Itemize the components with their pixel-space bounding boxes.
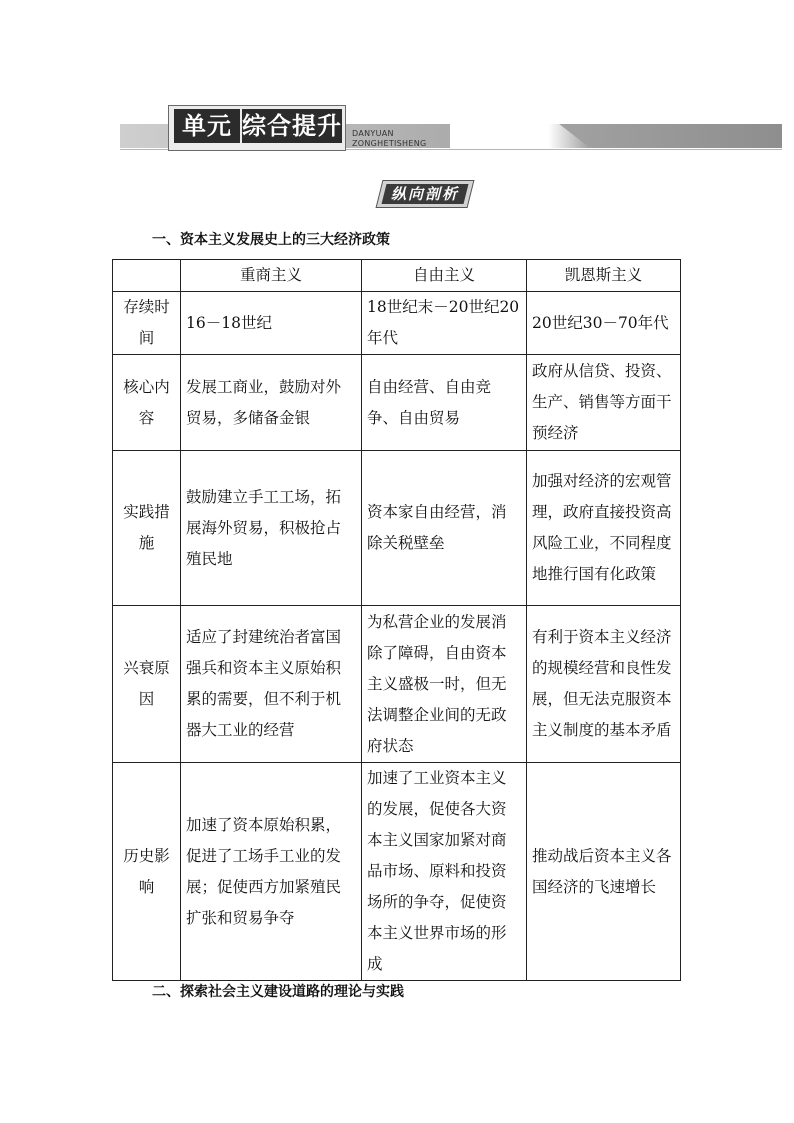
table-cell: 加速了工业资本主义的发展，促使各大资本主义国家加紧对商品市场、原料和投资场所的争夺，促使资本主义世界市场的形成	[362, 763, 527, 981]
row-label: 历史影响	[113, 763, 181, 981]
banner-pinyin	[352, 129, 427, 149]
table-row	[113, 763, 681, 981]
table-cell: 政府从信贷、投资、生产、销售等方面干预经济	[527, 355, 681, 451]
policy-table	[112, 259, 681, 981]
table-cell: 为私营企业的发展消除了障碍，自由资本主义盛极一时，但无法调整企业间的无政府状态	[362, 606, 527, 763]
table-row	[113, 606, 681, 763]
table-cell: 加强对经济的宏观管理，政府直接投资高风险工业，不同程度地推行国有化政策	[527, 451, 681, 606]
row-label: 核心内容	[113, 355, 181, 451]
table-row	[113, 292, 681, 355]
row-label: 兴衰原因	[113, 606, 181, 763]
table-cell: 16－18世纪	[181, 292, 362, 355]
header-cell: 重商主义	[181, 260, 362, 292]
header-cell-empty	[113, 260, 181, 292]
table-cell: 20世纪30－70年代	[527, 292, 681, 355]
table-cell: 鼓励建立手工工场，拓展海外贸易，积极抢占殖民地	[181, 451, 362, 606]
table-row	[113, 451, 681, 606]
table-cell: 有利于资本主义经济的规模经营和良性发展，但无法克服资本主义制度的基本矛盾	[527, 606, 681, 763]
table-row	[113, 355, 681, 451]
unit-banner	[120, 105, 782, 155]
banner-title-part2: 综合提升	[242, 109, 342, 143]
pinyin-line2: ZONGHETISHENG	[352, 139, 427, 148]
header-cell: 自由主义	[362, 260, 527, 292]
table-cell: 加速了资本原始积累，促进了工场手工业的发展；促使西方加紧殖民扩张和贸易争夺	[181, 763, 362, 981]
row-label: 存续时间	[113, 292, 181, 355]
table-cell: 推动战后资本主义各国经济的飞速增长	[527, 763, 681, 981]
section2-heading: 二、探索社会主义建设道路的理论与实践	[152, 984, 404, 1000]
table-cell: 适应了封建统治者富国强兵和资本主义原始积累的需要，但不利于机器大工业的经营	[181, 606, 362, 763]
subtitle-text: 纵向剖析	[390, 185, 459, 203]
banner-title-part1: 单元	[174, 109, 240, 143]
table-cell: 自由经营、自由竞争、自由贸易	[362, 355, 527, 451]
table-cell: 发展工商业，鼓励对外贸易，多储备金银	[181, 355, 362, 451]
section1-heading: 一、资本主义发展史上的三大经济政策	[152, 232, 390, 248]
pinyin-line1: DANYUAN	[352, 129, 394, 138]
row-label: 实践措施	[113, 451, 181, 606]
header-cell: 凯恩斯主义	[527, 260, 681, 292]
table-cell: 资本家自由经营，消除关税壁垒	[362, 451, 527, 606]
table-cell: 18世纪末－20世纪20年代	[362, 292, 527, 355]
table-header-row	[113, 260, 681, 292]
